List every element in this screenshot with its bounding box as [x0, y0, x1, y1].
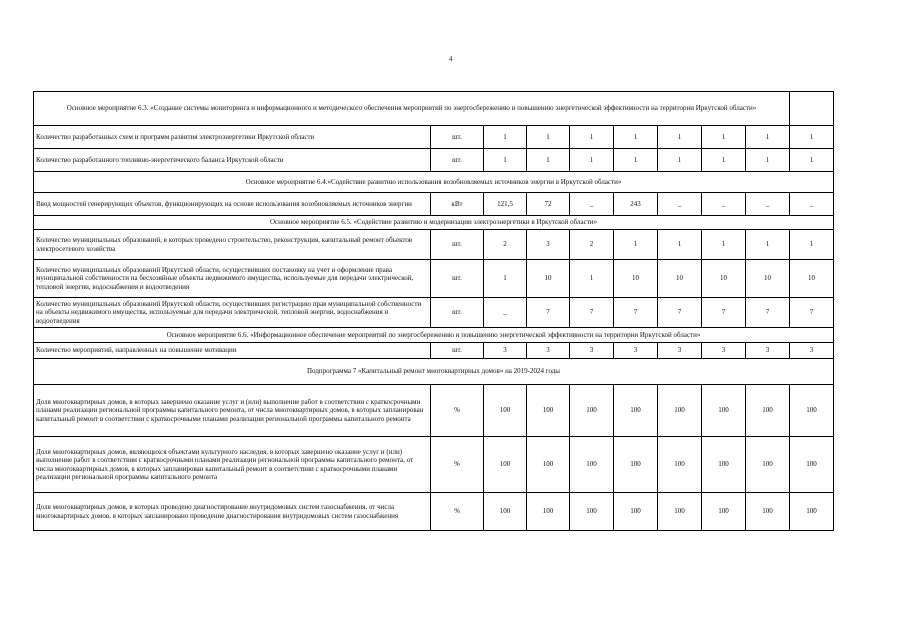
value-cell: 7 [702, 298, 746, 328]
indicator-name: Количество муниципальных образований, в которых проведено строительство, реконструкция, капитальный ремонт объектов электросетевого хозяйства [34, 230, 431, 260]
value-cell: 100 [790, 385, 834, 437]
value-cell: 1 [746, 149, 790, 172]
value-cell: 100 [702, 385, 746, 437]
unit-cell: % [431, 493, 484, 531]
value-cell: 72 [527, 193, 570, 216]
indicator-name: Количество муниципальных образований Иркутской области, осуществивших постановку на учет и оформление права муниципальной собственности на бесхозяйные объекты недвижимого имущества, используемые для передачи электрической, тепловой энергии, водоснабжения и водоотведения [34, 260, 431, 298]
unit-cell: шт. [431, 260, 484, 298]
unit-cell: шт. [431, 230, 484, 260]
value-cell: 1 [658, 230, 702, 260]
table-row [34, 126, 834, 149]
value-cell: 1 [614, 126, 658, 149]
value-cell: _ [570, 193, 614, 216]
unit-cell: шт. [431, 149, 484, 172]
unit-cell: % [431, 437, 484, 493]
value-cell: 100 [527, 493, 570, 531]
value-cell: _ [746, 193, 790, 216]
indicator-name: Количество мероприятий, направленных на повышение мотивации [34, 343, 431, 359]
value-cell: 3 [746, 343, 790, 359]
unit-cell: кВт [431, 193, 484, 216]
indicator-name: Количество разработанного топливно-энергетического баланса Иркутской области [34, 149, 431, 172]
value-cell: 100 [746, 437, 790, 493]
value-cell: 3 [790, 343, 834, 359]
empty-cell [790, 92, 834, 126]
unit-cell: шт. [431, 298, 484, 328]
section-title: Подпрограмма 7 «Капитальный ремонт многоквартирных домов» на 2019-2024 годы [34, 359, 834, 385]
value-cell: 2 [484, 230, 527, 260]
value-cell: 100 [484, 437, 527, 493]
value-cell: 100 [790, 493, 834, 531]
indicator-name: Доля многоквартирных домов, являющихся объектами культурного наследия, в которых завершено оказание услуг и (или) выполнение работ в соответствии с краткосрочными планами реализации региональной программы капитального ремонта, от числа многоквартирных домов, в которых запланирован капитальный ремонт в соответствии с краткосрочными планами реализации региональной программы капитального ремонта [34, 437, 431, 493]
value-cell: 1 [484, 149, 527, 172]
section-header-row [34, 359, 834, 385]
table-row [34, 437, 834, 493]
value-cell: 3 [614, 343, 658, 359]
section-header-row [34, 172, 834, 193]
value-cell: 1 [570, 149, 614, 172]
table-row [34, 493, 834, 531]
section-header-row [34, 92, 834, 126]
value-cell: 100 [484, 385, 527, 437]
value-cell: 100 [702, 437, 746, 493]
table-row [34, 385, 834, 437]
value-cell: 1 [702, 230, 746, 260]
value-cell: 1 [790, 126, 834, 149]
value-cell: 3 [702, 343, 746, 359]
value-cell: 7 [658, 298, 702, 328]
page-number: 4 [449, 55, 453, 63]
value-cell: 1 [790, 230, 834, 260]
value-cell: 1 [702, 126, 746, 149]
value-cell: 100 [527, 385, 570, 437]
value-cell: 7 [527, 298, 570, 328]
value-cell: 100 [570, 493, 614, 531]
value-cell: 3 [527, 343, 570, 359]
table-row [34, 149, 834, 172]
table-row [34, 230, 834, 260]
value-cell: 100 [484, 493, 527, 531]
table-row [34, 260, 834, 298]
value-cell: 100 [658, 437, 702, 493]
value-cell: 1 [570, 126, 614, 149]
value-cell: 100 [746, 493, 790, 531]
value-cell: 7 [614, 298, 658, 328]
value-cell: 100 [570, 437, 614, 493]
value-cell: 1 [614, 149, 658, 172]
value-cell: 100 [702, 493, 746, 531]
table-row [34, 298, 834, 328]
indicators-table [33, 91, 834, 531]
value-cell: 7 [790, 298, 834, 328]
value-cell: 100 [614, 493, 658, 531]
value-cell: 1 [484, 126, 527, 149]
value-cell: 1 [658, 126, 702, 149]
section-title: Основное мероприятие 6.4.«Содействие развитию использования возобновляемых источников энергии в Иркутской области» [34, 172, 834, 193]
value-cell: 1 [658, 149, 702, 172]
value-cell: 100 [658, 493, 702, 531]
value-cell: 10 [746, 260, 790, 298]
unit-cell: % [431, 385, 484, 437]
value-cell: 100 [527, 437, 570, 493]
value-cell: 1 [790, 149, 834, 172]
value-cell: 7 [570, 298, 614, 328]
value-cell: 1 [702, 149, 746, 172]
section-title: Основное мероприятие 6.3. «Создание системы мониторинга и информационного и методического обеспечения мероприятий по энергосбережению и повышению энергетической эффективности на территории Иркутской области» [34, 92, 790, 126]
value-cell: _ [790, 193, 834, 216]
section-header-row [34, 328, 834, 343]
value-cell: 100 [790, 437, 834, 493]
value-cell: 10 [614, 260, 658, 298]
value-cell: 7 [746, 298, 790, 328]
value-cell: 100 [614, 385, 658, 437]
indicator-name: Ввод мощностей генерирующих объектов, функционирующих на основе использования возобновляемых источников энергии [34, 193, 431, 216]
value-cell: 1 [527, 149, 570, 172]
section-title: Основное мероприятие 6.5. «Содействие развитию и модернизации электроэнергетики в Иркутской области» [34, 216, 834, 230]
value-cell: 3 [658, 343, 702, 359]
value-cell: 100 [746, 385, 790, 437]
value-cell: 10 [702, 260, 746, 298]
indicator-name: Доля многоквартирных домов, в которых проведено диагностирование внутридомовых систем газоснабжения, от числа многоквартирных домов, в которых запланировано проведение диагностирования внутридомовых систем газоснабжения [34, 493, 431, 531]
value-cell: 10 [790, 260, 834, 298]
value-cell: _ [484, 298, 527, 328]
value-cell: 3 [527, 230, 570, 260]
value-cell: 1 [570, 260, 614, 298]
unit-cell: шт. [431, 343, 484, 359]
indicator-name: Количество муниципальных образований Иркутской области, осуществивших регистрацию прав муниципальной собственности на объекты недвижимого имущества, используемые для передачи электрической, тепловой энергии, водоснабжения и водоотведения [34, 298, 431, 328]
value-cell: 1 [527, 126, 570, 149]
indicator-name: Доля многоквартирных домов, в которых завершено оказание услуг и (или) выполнение работ в соответствии с краткосрочными планами реализации региональной программы капитального ремонта, от числа многоквартирных домов, в которых запланирован капитальный ремонт в соответствии с краткосрочными планами реализации региональной программы капитального ремонта [34, 385, 431, 437]
value-cell: _ [658, 193, 702, 216]
value-cell: 243 [614, 193, 658, 216]
value-cell: 10 [658, 260, 702, 298]
section-header-row [34, 216, 834, 230]
value-cell: 100 [658, 385, 702, 437]
value-cell: 1 [614, 230, 658, 260]
value-cell: 121,5 [484, 193, 527, 216]
value-cell: 2 [570, 230, 614, 260]
value-cell: 100 [570, 385, 614, 437]
value-cell: 1 [484, 260, 527, 298]
section-title: Основное мероприятие 6.6. «Информационное обеспечение мероприятий по энергосбережению и повышению энергетической эффективности на территории Иркутской области» [34, 328, 834, 343]
table-row [34, 193, 834, 216]
indicator-name: Количество разработанных схем и программ развития электроэнергетики Иркутской области [34, 126, 431, 149]
table-row [34, 343, 834, 359]
value-cell: 1 [746, 126, 790, 149]
value-cell: 1 [746, 230, 790, 260]
value-cell: _ [702, 193, 746, 216]
value-cell: 10 [527, 260, 570, 298]
value-cell: 100 [614, 437, 658, 493]
value-cell: 3 [484, 343, 527, 359]
unit-cell: шт. [431, 126, 484, 149]
value-cell: 3 [570, 343, 614, 359]
